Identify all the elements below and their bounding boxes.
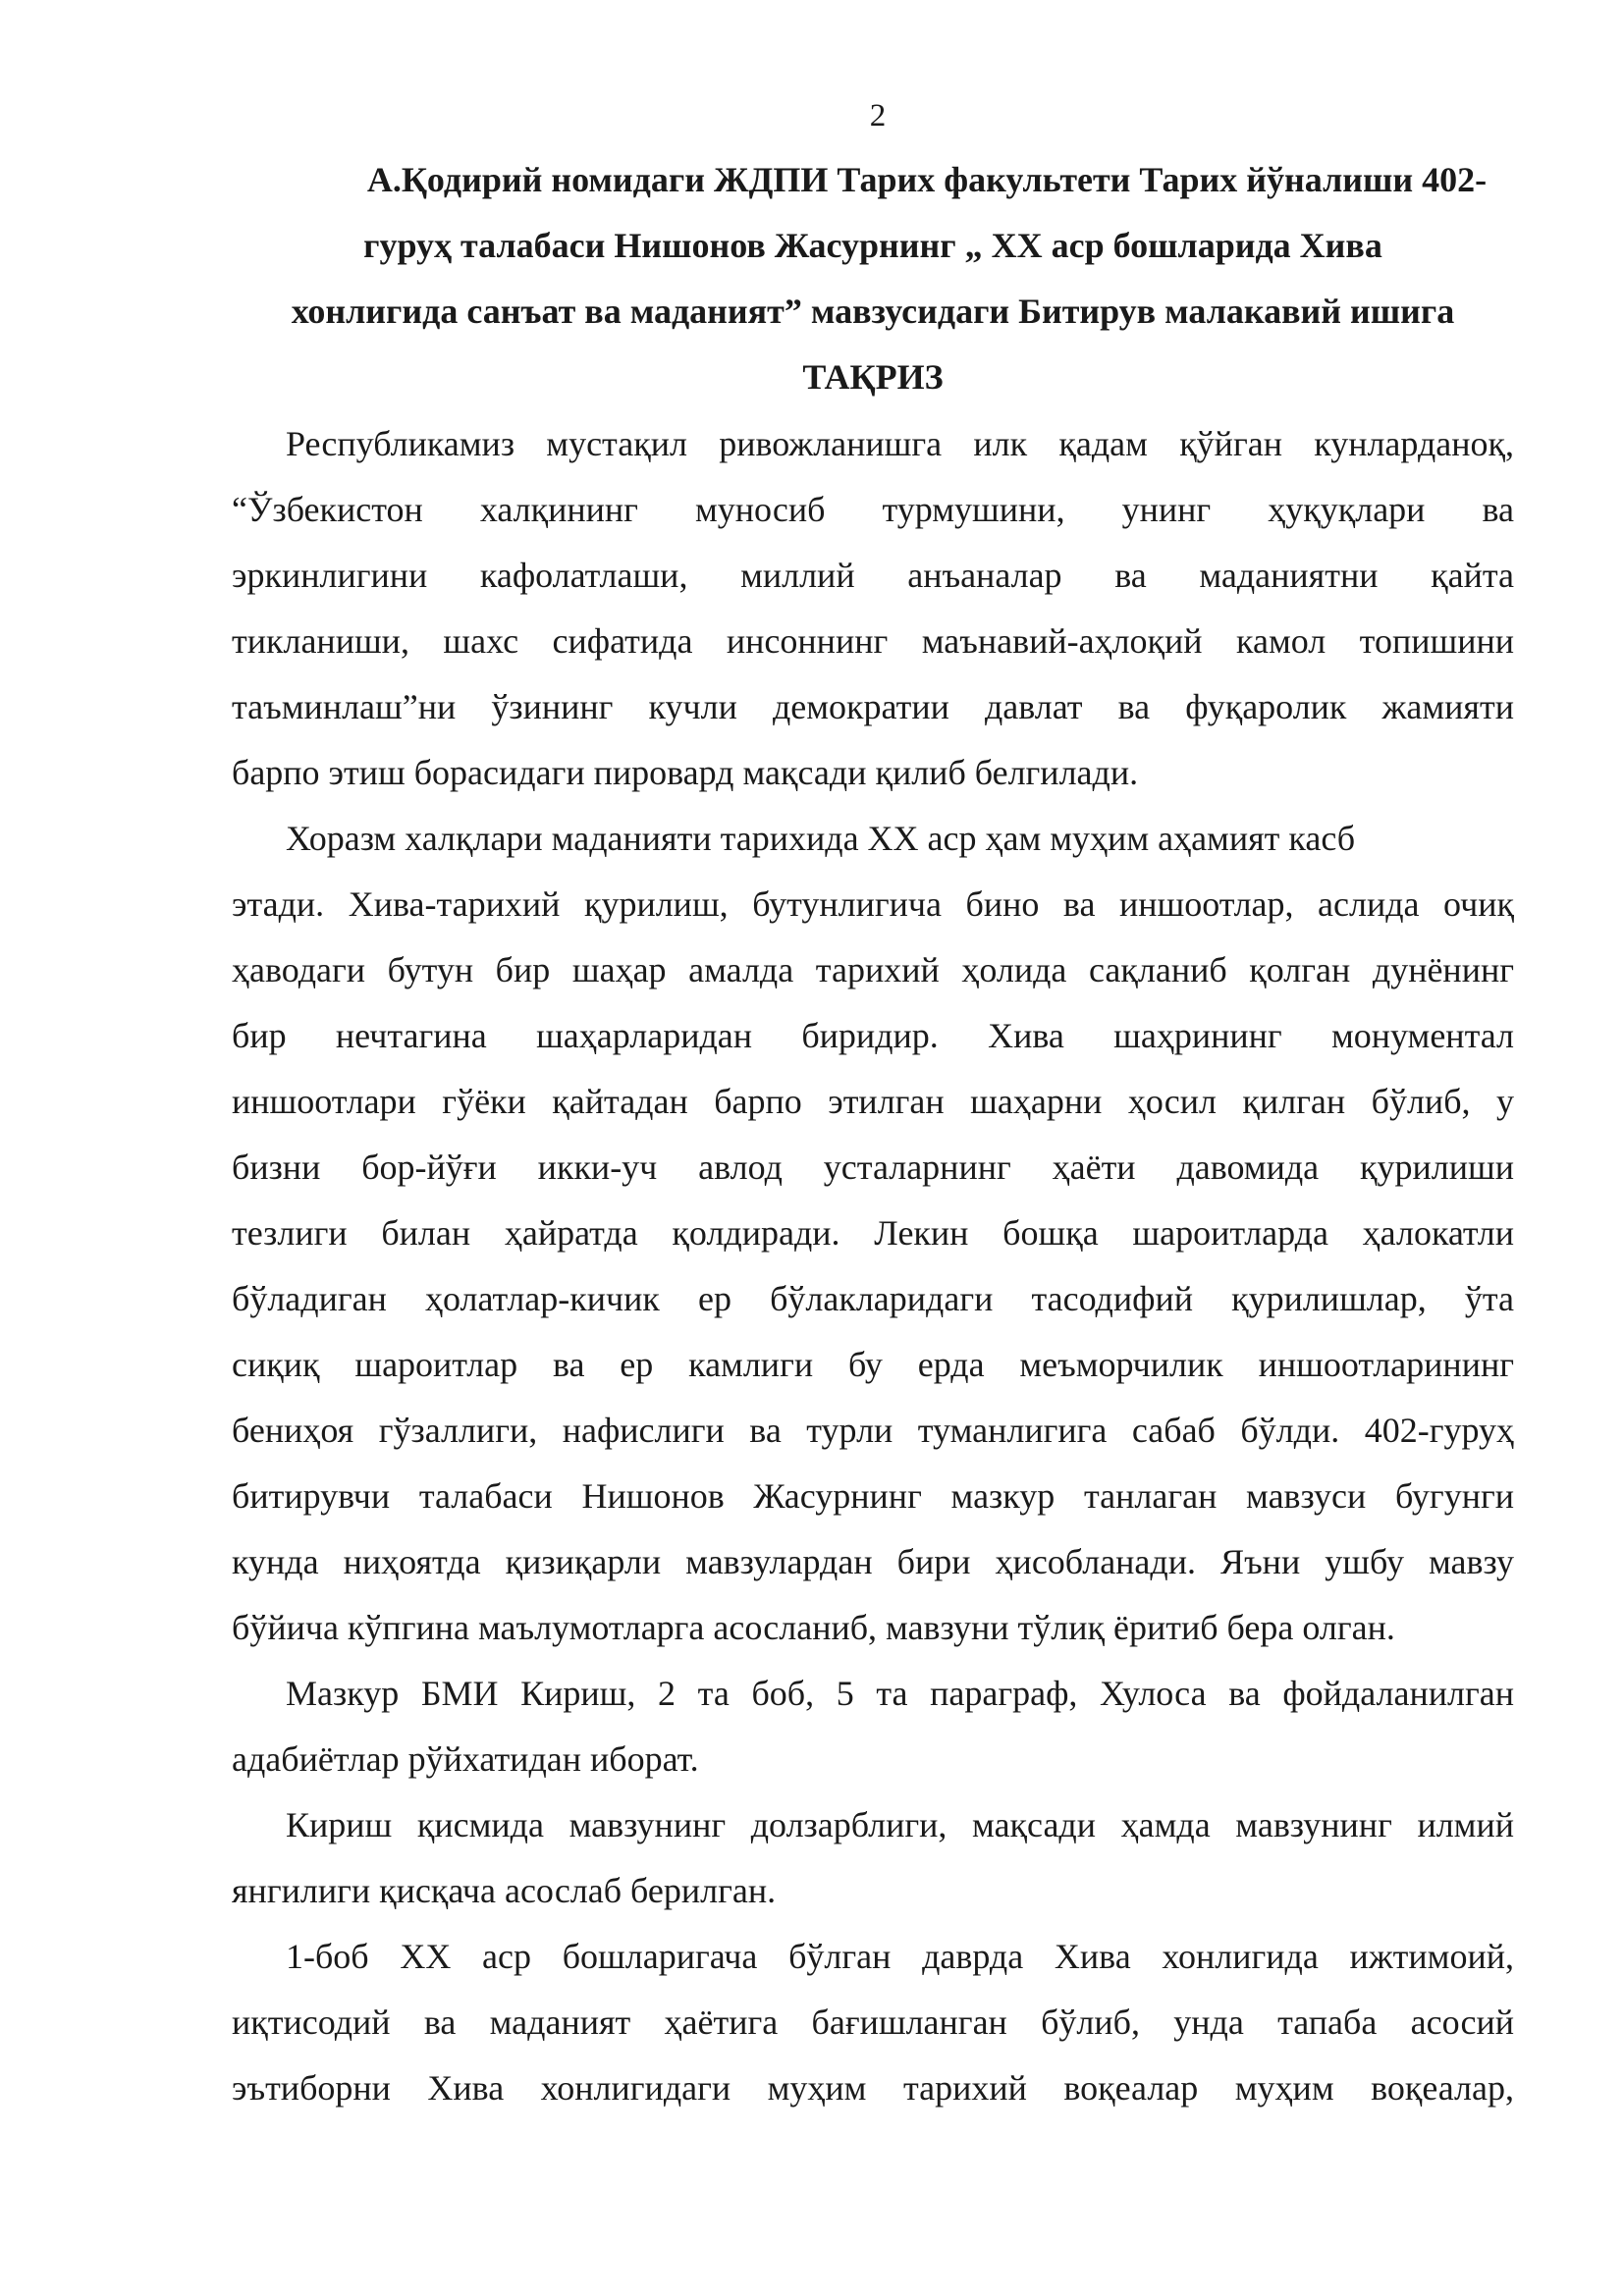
text-line: тикланиши, шахс сифатида инсоннинг маънавий-аҳлоқий камол топишини [232,621,1514,661]
text-line: бўладиган ҳолатлар-кичик ер бўлакларидаги тасодифий қурилишлар, ўта [232,1279,1514,1318]
text-line: битирувчи талабаси Нишонов Жасурнинг мазкур танлаган мавзуси бугунги [232,1476,1514,1516]
text-line: таъминлаш”ни ўзининг кучли демократии давлат ва фуқаролик жамияти [232,687,1514,726]
page-number: 2 [869,98,887,133]
text-line: эътиборни Хива хонлигидаги муҳим тарихий воқеалар муҳим воқеалар, [232,2068,1514,2108]
text-line: Республикамиз мустақил ривожланишга илк қадам қўйган кунларданоқ, [286,424,1514,463]
paragraph-1 [232,411,1514,806]
text-line: адабиётлар рўйхатидан иборат. [232,1739,699,1779]
text-line: эркинлигини кафолатлаши, миллий анъаналар ва маданиятни қайта [232,556,1514,595]
text-line: иншоотлари гўёки қайтадан барпо этилган шаҳарни ҳосил қилган бўлиб, у [232,1082,1514,1121]
title-line: А.Қодирий номидаги ЖДПИ Тарих факультети Тарих йўналиши 402- [366,160,1488,199]
text-line: Хоразм халқлари маданияти тарихида ХХ аср ҳам муҳим аҳамият касб [286,819,1356,858]
text-line: кунда ниҳоятда қизиқарли мавзулардан бири ҳисобланади. Яъни ушбу мавзу [232,1542,1514,1581]
text-line: этади. Хива-тарихий қурилиш, бутунлигича бино ва иншоотлар, аслида очиқ [232,884,1514,924]
paragraph-4 [232,1792,1514,1924]
document-title [232,147,1514,410]
title-line: гуруҳ талабаси Нишонов Жасурнинг „ ХХ аср бошларида Хива [363,226,1382,265]
paragraph-3 [232,1661,1514,1792]
body-text [232,411,1514,2121]
text-line: тезлиги билан ҳайратда қолдиради. Лекин бошқа шароитларда ҳалокатли [232,1213,1514,1253]
text-line: бўйича кўпгина маълумотларга асосланиб, мавзуни тўлиқ ёритиб бера олган. [232,1608,1395,1647]
text-line: бир нечтагина шаҳарларидан биридир. Хива шаҳрининг монументал [232,1016,1514,1055]
text-line: барпо этиш борасидаги пировард мақсади қилиб белгилади. [232,753,1139,792]
text-line: Кириш қисмида мавзунинг долзарблиги, мақсади ҳамда мавзунинг илмий [286,1805,1514,1844]
text-line: бизни бор-йўғи икки-уч авлод усталарнинг ҳаёти давомида қурилиши [232,1148,1514,1187]
text-line: Мазкур БМИ Кириш, 2 та боб, 5 та параграф, Хулоса ва фойдаланилган [286,1674,1514,1713]
paragraph-2 [232,806,1514,1661]
text-line: иқтисодий ва маданият ҳаётига бағишланган бўлиб, унда тапаба асосий [232,2002,1514,2042]
paragraph-5 [232,1924,1514,2121]
title-line: хонлигида санъат ва маданият” мавзусидаги Битирув малакавий ишига [291,292,1455,331]
text-line: 1-боб ХХ аср бошларигача бўлган даврда Хива хонлигида ижтимоий, [286,1937,1514,1976]
text-line: ҳаводаги бутун бир шаҳар амалда тарихий ҳолида сақланиб қолган дунёнинг [232,950,1514,989]
text-line: янгилиги қисқача асослаб берилган. [232,1871,777,1910]
text-line: бениҳоя гўзаллиги, нафислиги ва турли туманлигига сабаб бўлди. 402-гуруҳ [232,1411,1514,1450]
text-line: сиқиқ шароитлар ва ер камлиги бу ерда меъморчилик иншоотларининг [232,1345,1514,1384]
text-line: “Ўзбекистон халқининг муносиб турмушини, унинг ҳуқуқлари ва [232,490,1514,529]
review-heading: ТАҚРИЗ [802,357,944,397]
